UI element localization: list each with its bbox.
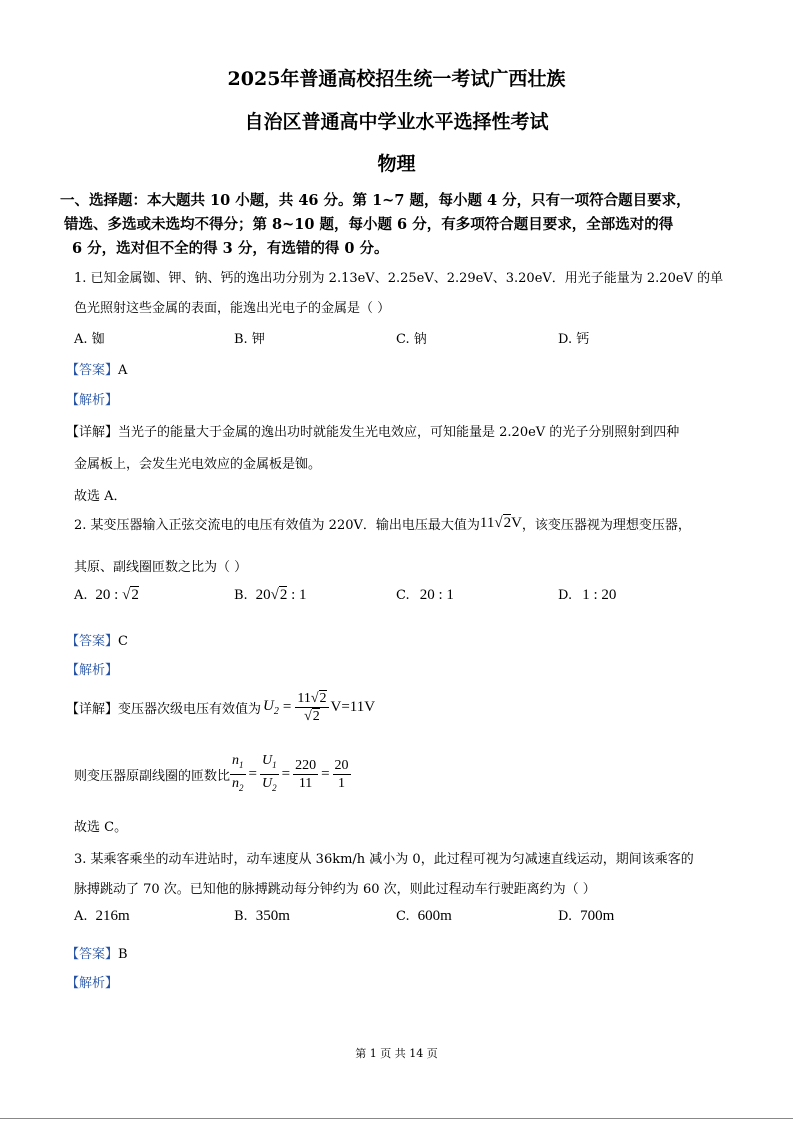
- answer-label: 【答案】: [66, 634, 119, 649]
- option-label: A.: [74, 909, 88, 924]
- section-heading-line-1: 一、选择题：本大题共 10 小题，共 46 分。第 1~7 题，每小题 4 分，只有一项符合题目要求，: [60, 192, 691, 209]
- detail-text: 当光子的能量大于金属的逸出功时就能发生光电效应，可知能量是 2.20eV 的光子分别照射到四种: [118, 425, 680, 440]
- q2-option-b: [234, 587, 306, 604]
- q1-stem-line-2: 色光照射这些金属的表面，能逸出光电子的金属是（ ）: [74, 301, 391, 316]
- subject-title: 物理: [377, 153, 416, 175]
- option-label: D.: [558, 588, 573, 603]
- voltage-ratio-fraction: $\frac{U_1}{U_2}$: [261, 753, 277, 793]
- u2-result: V=11V: [330, 699, 376, 715]
- section-heading-line-3: 6 分，选对但不全的得 3 分，有选错的得 0 分。: [72, 240, 389, 257]
- option-label: B.: [234, 909, 248, 924]
- section-heading-line-2: 错选、多选或未选均不得分；第 8~10 题，每小题 6 分，有多项符合题目要求，全部选对的得: [64, 216, 674, 233]
- detail-label: 【详解】: [66, 702, 119, 717]
- option-label: C.: [396, 909, 410, 924]
- max-voltage-coef: 11: [479, 515, 495, 531]
- option-value: 1 : 20: [582, 587, 617, 603]
- answer-label: 【答案】: [66, 947, 119, 962]
- option-label: C.: [396, 588, 410, 603]
- q2-stem-line-2: 其原、副线圈匝数之比为（ ）: [74, 560, 248, 575]
- q1-detail-line-1: [66, 421, 679, 440]
- numeric-ratio-fraction-1: $\frac{220}{11}$: [295, 757, 317, 791]
- q2-option-c: [396, 587, 454, 604]
- option-label: B.: [234, 588, 248, 603]
- page-footer: 第 1 页 共 14 页: [355, 1047, 438, 1060]
- u2-fraction: $\frac{11√2}{√2}$: [297, 691, 327, 724]
- option-value: 600m: [417, 908, 452, 924]
- q3-option-a: [74, 908, 130, 925]
- document-title-line-2: 自治区普通高中学业水平选择性考试: [244, 111, 549, 133]
- q2-stem-text-a: 2. 某变压器输入正弦交流电的电压有效值为 220V．输出电压最大值为: [74, 518, 480, 533]
- turns-ratio-fraction: $\frac{n_1}{n_2}$: [232, 753, 244, 793]
- answer-value: C: [118, 634, 128, 649]
- q2-option-d: [558, 587, 616, 604]
- option-label: D.: [558, 909, 573, 924]
- document-title-line-1: 2025年普通高校招生统一考试广西壮族: [227, 68, 566, 90]
- q1-option-c: C. 钠: [396, 332, 427, 347]
- q2-conclusion: 故选 C。: [74, 820, 128, 835]
- q1-detail-line-2: 金属板上，会发生光电效应的金属板是铷。: [74, 457, 322, 472]
- q3-analysis-label: 【解析】: [66, 976, 119, 991]
- q3-stem-line-2: 脉搏跳动了 70 次。已知他的脉搏跳动每分钟约为 60 次，则此过程动车行驶距离约为（ ）: [74, 882, 596, 897]
- u2-symbol: $U_2$: [263, 698, 279, 717]
- q2-option-a: [74, 587, 139, 604]
- option-value: 20√2 : 1: [255, 587, 307, 603]
- q1-answer: [66, 359, 127, 378]
- option-value: 700m: [580, 908, 615, 924]
- max-voltage-radicand: 2: [503, 515, 512, 531]
- option-value: 350m: [255, 908, 290, 924]
- ratio-text: 则变压器原副线圈的匝数比: [74, 768, 231, 784]
- q2-ratio-line: 则变压器原副线圈的匝数比 $\frac{n_1}{n_2}$ = $\frac{U_1}{U_2}$ = $\frac{220}{11}$ = $\frac{20}{1}$: [74, 752, 351, 797]
- q2-max-voltage: 11√2V: [479, 515, 522, 531]
- q2-detail-line: 【详解】 变压器次级电压有效值为 $U_2$ = $\frac{11√2}{√2}$ V=11V: [66, 691, 376, 724]
- answer-value: B: [118, 947, 128, 962]
- q3-option-d: [558, 908, 614, 925]
- numeric-ratio-fraction-2: $\frac{20}{1}$: [334, 757, 349, 791]
- q3-stem-line-1: 3. 某乘客乘坐的动车进站时，动车速度从 36km/h 减小为 0，此过程可视为匀减速直线运动，期间该乘客的: [74, 852, 694, 867]
- q2-stem-text-b: ，该变压器视为理想变压器，: [521, 518, 691, 533]
- q1-conclusion: 故选 A．: [74, 489, 127, 504]
- option-value: 216m: [95, 908, 130, 924]
- q2-analysis-label: 【解析】: [66, 663, 119, 678]
- answer-label: 【答案】: [66, 363, 119, 378]
- q3-option-c: [396, 908, 452, 925]
- max-voltage-unit: V: [511, 515, 522, 531]
- q1-option-a: A. 铷: [74, 332, 105, 347]
- option-label: A.: [74, 588, 88, 603]
- q1-analysis-label: 【解析】: [66, 393, 119, 408]
- q2-stem-line-1: [74, 514, 691, 533]
- q3-answer: [66, 943, 128, 962]
- q1-option-b: B. 钾: [234, 332, 265, 347]
- page-bottom-border: [0, 1118, 793, 1119]
- q1-option-d: D. 钙: [558, 332, 590, 347]
- option-value: 20 : 1: [419, 587, 454, 603]
- q2-answer: [66, 630, 128, 649]
- q3-option-b: [234, 908, 290, 925]
- detail-label: 【详解】: [66, 425, 119, 440]
- answer-value: A: [118, 363, 128, 378]
- detail-text: 变压器次级电压有效值为: [118, 702, 262, 717]
- option-value: 20 : √2: [95, 587, 139, 603]
- q1-stem-line-1: 1. 已知金属铷、钾、钠、钙的逸出功分别为 2.13eV、2.25eV、2.29eV、3.20eV．用光子能量为 2.20eV 的单: [74, 271, 724, 286]
